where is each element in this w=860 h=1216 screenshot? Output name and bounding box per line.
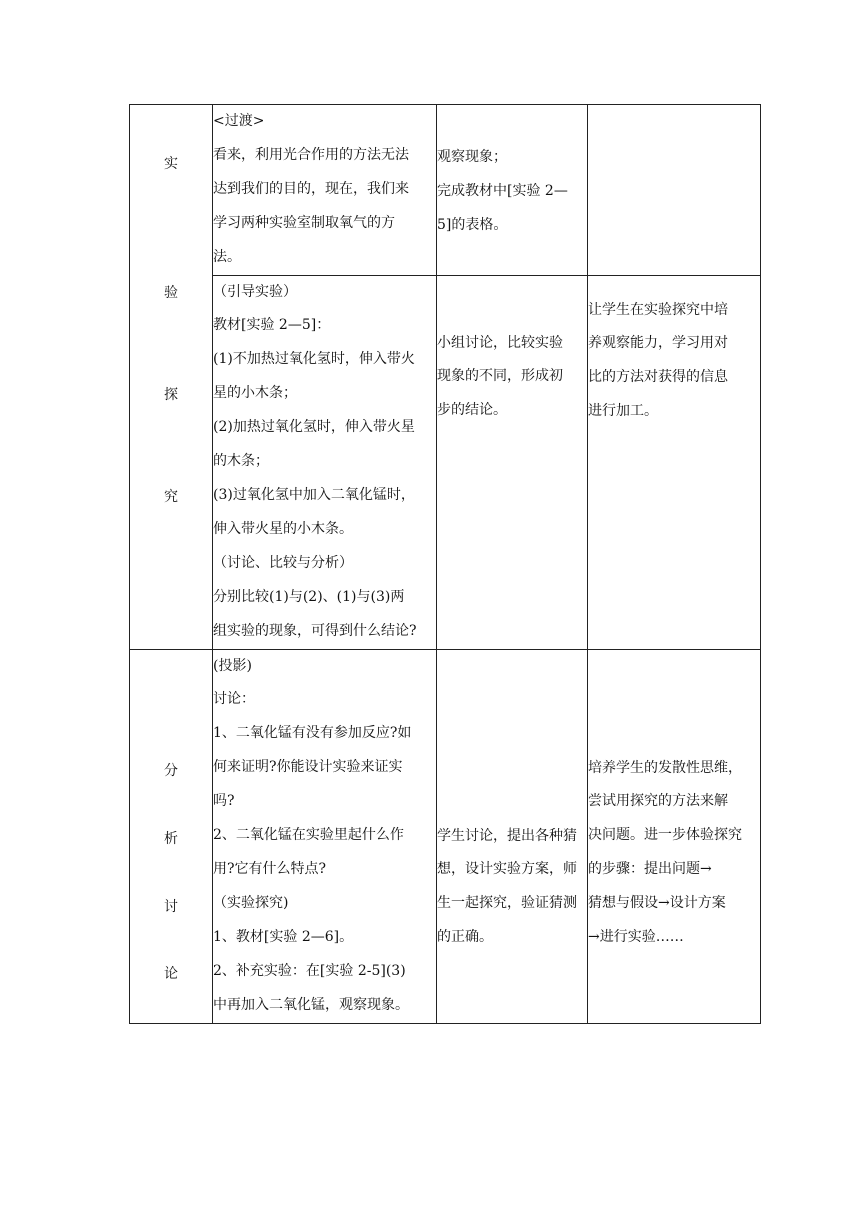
text-line: 比的方法对获得的信息 bbox=[588, 369, 728, 386]
text-line: 的木条； bbox=[213, 453, 269, 470]
text-line: 步的结论。 bbox=[437, 402, 507, 419]
text-line: 讨论： bbox=[213, 691, 255, 708]
stage-cell-experiment bbox=[130, 105, 213, 650]
text-line: <过渡> bbox=[213, 113, 265, 129]
text-line: 的正确。 bbox=[437, 929, 493, 946]
text-line: 吗? bbox=[213, 793, 235, 810]
text-line: 用?它有什么特点? bbox=[213, 860, 327, 877]
text-line: 进行加工。 bbox=[588, 403, 658, 420]
text-line: 观察现象； bbox=[437, 149, 507, 165]
text-line: 分别比较(1)与(2)、(1)与(3)两 bbox=[213, 588, 405, 605]
text-line: 生一起探究，验证猜测 bbox=[437, 895, 577, 912]
stage-char: 讨 bbox=[164, 898, 178, 915]
text-line: 达到我们的目的，现在，我们来 bbox=[213, 180, 409, 197]
table-row bbox=[130, 649, 761, 1023]
text-line: 尝试用探究的方法来解 bbox=[588, 793, 728, 810]
design-intent-cell bbox=[588, 649, 761, 1023]
text-line: 学习两种实验室制取氧气的方 bbox=[213, 214, 395, 231]
text-line: 培养学生的发散性思维， bbox=[588, 759, 742, 776]
stage-char: 验 bbox=[164, 285, 178, 301]
table-row bbox=[130, 275, 761, 649]
text-line: 2、补充实验：在[实验 2-5](3) bbox=[213, 962, 406, 979]
stage-char: 究 bbox=[164, 489, 178, 505]
text-line: （引导实验） bbox=[213, 283, 297, 300]
text-line: 让学生在实验探究中培 bbox=[588, 301, 728, 318]
student-activity-cell bbox=[437, 649, 588, 1023]
text-line: 完成教材中[实验 2— bbox=[437, 182, 568, 199]
lesson-plan-table bbox=[129, 104, 761, 1024]
text-line: (2)加热过氧化氢时，伸入带火星 bbox=[213, 419, 415, 436]
stage-char: 分 bbox=[164, 762, 178, 779]
teacher-activity-cell bbox=[213, 105, 437, 276]
text-line: 小组讨论，比较实验 bbox=[437, 334, 563, 351]
text-line: 伸入带火星的小木条。 bbox=[213, 520, 353, 537]
text-line: →进行实验…… bbox=[588, 929, 684, 946]
teacher-activity-cell bbox=[213, 649, 437, 1023]
design-intent-cell bbox=[588, 275, 761, 649]
text-line: 2、二氧化锰在实验里起什么作 bbox=[213, 827, 404, 844]
text-line: 5]的表格。 bbox=[437, 216, 508, 233]
text-line: 法。 bbox=[213, 248, 241, 265]
text-line: 看来，利用光合作用的方法无法 bbox=[213, 146, 409, 163]
text-line: 决问题。进一步体验探究 bbox=[588, 827, 742, 844]
stage-char: 论 bbox=[164, 965, 178, 982]
text-line: 1、二氧化锰有没有参加反应?如 bbox=[213, 725, 412, 742]
text-line: 想，设计实验方案，师 bbox=[437, 861, 577, 878]
text-line: 养观察能力，学习用对 bbox=[588, 335, 728, 352]
text-line: (1)不加热过氧化氢时，伸入带火 bbox=[213, 351, 415, 368]
text-line: 中再加入二氧化锰，观察现象。 bbox=[213, 996, 409, 1013]
teacher-activity-cell bbox=[213, 275, 437, 649]
text-line: 学生讨论，提出各种猜 bbox=[437, 827, 577, 844]
text-line: 的步骤：提出问题→ bbox=[588, 861, 712, 878]
text-line: 1、教材[实验 2—6]。 bbox=[213, 928, 354, 945]
stage-char: 探 bbox=[164, 387, 178, 403]
text-line: （实验探究) bbox=[213, 894, 289, 911]
text-line: (3)过氧化氢中加入二氧化锰时， bbox=[213, 486, 415, 503]
text-line: （讨论、比较与分析） bbox=[213, 554, 353, 571]
student-activity-cell bbox=[437, 105, 588, 276]
table-row bbox=[130, 105, 761, 276]
text-line: 何来证明?你能设计实验来证实 bbox=[213, 759, 403, 776]
text-line: (投影) bbox=[213, 657, 252, 674]
stage-char: 实 bbox=[164, 156, 178, 172]
text-line: 星的小木条； bbox=[213, 385, 297, 402]
stage-char: 析 bbox=[164, 830, 178, 847]
stage-cell-analysis bbox=[130, 649, 213, 1023]
student-activity-cell bbox=[437, 275, 588, 649]
text-line: 组实验的现象，可得到什么结论? bbox=[213, 622, 417, 639]
text-line: 猜想与假设→设计方案 bbox=[588, 895, 726, 912]
text-line: 现象的不同，形成初 bbox=[437, 368, 563, 385]
text-line: 教材[实验 2—5]： bbox=[213, 317, 331, 334]
design-intent-cell bbox=[588, 105, 761, 276]
